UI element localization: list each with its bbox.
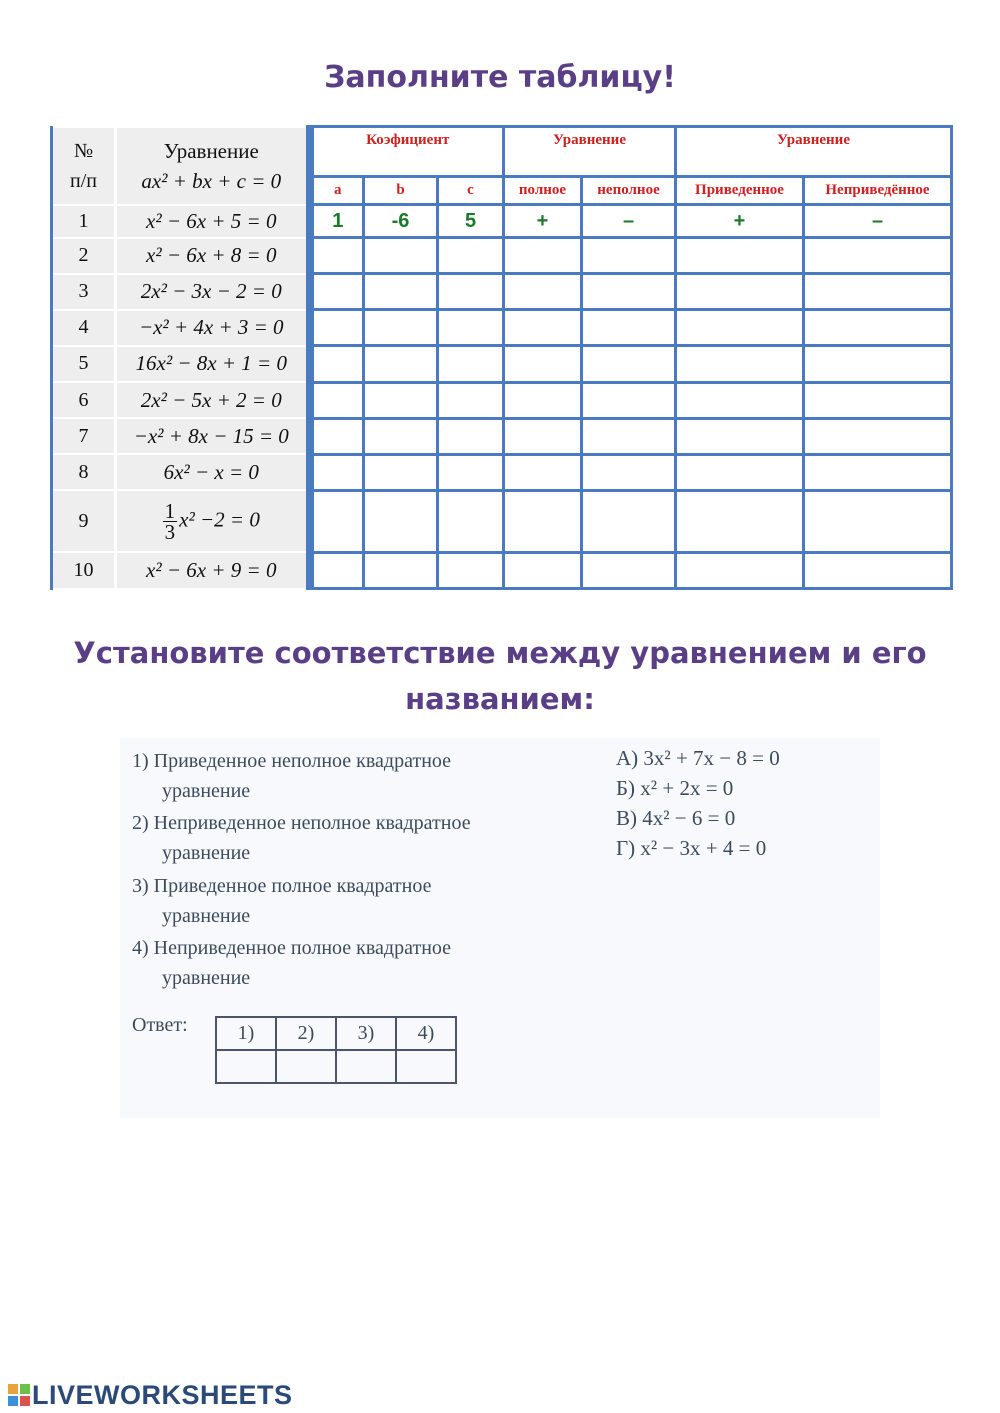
answer-cell-unreduced[interactable]	[804, 346, 952, 382]
table-row	[52, 346, 952, 382]
answer-header: 1)	[216, 1017, 276, 1050]
row-equation: 6x² − x = 0	[116, 454, 310, 490]
row-equation: x² − 6x + 5 = 0	[116, 205, 310, 238]
answer-cell-c[interactable]	[438, 346, 504, 382]
answer-cell-b[interactable]	[364, 454, 438, 490]
item-1: 1) Приведенное неполное квадратное уравнение	[132, 750, 452, 802]
answer-cell-incomplete[interactable]: –	[582, 205, 676, 238]
answer-cell-incomplete[interactable]	[582, 310, 676, 346]
answer-cell-c[interactable]	[438, 552, 504, 588]
answer-cell-a[interactable]	[310, 346, 364, 382]
table-row	[52, 454, 952, 490]
row-number: 10	[52, 552, 116, 588]
fraction: $\frac{1}{3}$	[164, 498, 176, 544]
answer-cell[interactable]	[396, 1050, 456, 1083]
section-title: Установите соответствие между уравнением и его названием:	[73, 636, 927, 716]
answer-cell-b[interactable]	[364, 552, 438, 588]
answer-cell-reduced[interactable]	[676, 418, 804, 454]
answer-cell-b[interactable]	[364, 346, 438, 382]
answer-cell-reduced[interactable]	[676, 274, 804, 310]
answer-cell-full[interactable]	[504, 552, 582, 588]
answer-cell-b[interactable]	[364, 274, 438, 310]
answer-cell-reduced[interactable]	[676, 382, 804, 418]
row-number: 9	[52, 490, 116, 552]
row-number: 6	[52, 382, 116, 418]
row-equation: 2x² − 3x − 2 = 0	[116, 274, 310, 310]
answer-cell-b[interactable]	[364, 418, 438, 454]
row-equation: 2x² − 5x + 2 = 0	[116, 382, 310, 418]
row-number: 7	[52, 418, 116, 454]
answer-cell-reduced[interactable]	[676, 552, 804, 588]
answer-cell[interactable]	[336, 1050, 396, 1083]
answer-cell-c[interactable]: 5	[438, 205, 504, 238]
answer-cell-c[interactable]	[438, 418, 504, 454]
answer-cell-full[interactable]	[504, 238, 582, 274]
table-row	[52, 552, 952, 588]
answer-cell-a[interactable]	[310, 490, 364, 552]
answer-cell-reduced[interactable]	[676, 454, 804, 490]
answer-cell-unreduced[interactable]	[804, 382, 952, 418]
answer-header: 2)	[276, 1017, 336, 1050]
option-g: Г) x² − 3x + 4 = 0	[616, 836, 767, 860]
answer-cell-unreduced[interactable]	[804, 418, 952, 454]
row-number: 3	[52, 274, 116, 310]
row-equation: 16x² − 8x + 1 = 0	[116, 346, 310, 382]
option-v: В) 4x² − 6 = 0	[616, 806, 736, 830]
answer-cell-unreduced[interactable]	[804, 552, 952, 588]
answer-cell-reduced[interactable]	[676, 238, 804, 274]
row-equation: $\frac{1}{3}$ x² −2 = 0	[116, 490, 310, 552]
subheader-4: неполное	[582, 177, 676, 205]
answer-cell-unreduced[interactable]	[804, 310, 952, 346]
answer-cell-reduced[interactable]	[676, 346, 804, 382]
answer-cell-incomplete[interactable]	[582, 382, 676, 418]
row-number: 8	[52, 454, 116, 490]
liveworksheets-logo: LIVEWORKSHEETS	[8, 1380, 293, 1411]
row-equation: x² − 6x + 8 = 0	[116, 238, 310, 274]
item-2: 2) Неприведенное неполное квадратное уравнение	[132, 812, 471, 864]
option-a: А) 3x² + 7x − 8 = 0	[616, 746, 780, 770]
answer-cell-reduced[interactable]: +	[676, 205, 804, 238]
answer-cell-unreduced[interactable]	[804, 274, 952, 310]
row-number: 4	[52, 310, 116, 346]
item-3: 3) Приведенное полное квадратное уравнение	[132, 875, 432, 927]
item-4: 4) Неприведенное полное квадратное уравнение	[132, 937, 452, 989]
answer-cell-a[interactable]	[310, 418, 364, 454]
header-number: № п/п	[52, 127, 116, 205]
answer-cell-c[interactable]	[438, 238, 504, 274]
answer-cell-a[interactable]	[310, 238, 364, 274]
answer-cell-incomplete[interactable]	[582, 490, 676, 552]
matching-task-image	[120, 738, 880, 1118]
answer-cell-a[interactable]	[310, 382, 364, 418]
header-equation: Уравнение ax² + bx + c = 0	[116, 127, 310, 205]
row-number: 2	[52, 238, 116, 274]
header-equation-form: Уравнение	[676, 127, 952, 177]
answer-cell-full[interactable]	[504, 382, 582, 418]
answer-cell-full[interactable]	[504, 310, 582, 346]
answer-cell-c[interactable]	[438, 274, 504, 310]
row-number: 5	[52, 346, 116, 382]
row-equation: x² − 6x + 9 = 0	[116, 552, 310, 588]
answer-cell-b[interactable]	[364, 238, 438, 274]
answer-cell-a[interactable]	[310, 274, 364, 310]
subheader-6: Неприведённое	[804, 177, 952, 205]
answer-cell-b[interactable]: -6	[364, 205, 438, 238]
answer-cell-unreduced[interactable]: –	[804, 205, 952, 238]
table-row	[52, 274, 952, 310]
answer-cell-c[interactable]	[438, 382, 504, 418]
answer-cell-incomplete[interactable]	[582, 418, 676, 454]
answer-header: 3)	[336, 1017, 396, 1050]
page-title: Заполните таблицу!	[324, 60, 676, 95]
answer-table	[215, 1016, 457, 1084]
answer-cell-incomplete[interactable]	[582, 238, 676, 274]
table-row	[52, 490, 952, 552]
answer-cell-incomplete[interactable]	[582, 454, 676, 490]
answer-cell-full[interactable]	[504, 418, 582, 454]
answer-cell-a[interactable]	[310, 310, 364, 346]
answer-cell-a[interactable]	[310, 552, 364, 588]
subheader-3: полное	[504, 177, 582, 205]
answer-cell-full[interactable]	[504, 346, 582, 382]
answer-cell-b[interactable]	[364, 490, 438, 552]
header-equation-type: Уравнение	[504, 127, 676, 177]
subheader-5: Приведенное	[676, 177, 804, 205]
answer-cell-unreduced[interactable]	[804, 490, 952, 552]
row-equation: −x² + 4x + 3 = 0	[116, 310, 310, 346]
subheader-2: c	[438, 177, 504, 205]
answer-cell-a[interactable]	[310, 454, 364, 490]
answer-cell-full[interactable]	[504, 454, 582, 490]
option-b: Б) x² + 2x = 0	[616, 776, 734, 800]
answer-cell-reduced[interactable]	[676, 490, 804, 552]
answer-cell-incomplete[interactable]	[582, 552, 676, 588]
table-row	[52, 310, 952, 346]
answer-cell-incomplete[interactable]	[582, 274, 676, 310]
logo-icon	[8, 1384, 30, 1406]
answer-cell-c[interactable]	[438, 454, 504, 490]
answer-cell-b[interactable]	[364, 310, 438, 346]
answer-label: Ответ:	[132, 1014, 188, 1036]
table-row	[52, 238, 952, 274]
subheader-1: b	[364, 177, 438, 205]
answer-cell-incomplete[interactable]	[582, 346, 676, 382]
answer-cell-c[interactable]	[438, 310, 504, 346]
answer-cell-full[interactable]	[504, 274, 582, 310]
answer-cell-unreduced[interactable]	[804, 238, 952, 274]
subheader-0: a	[310, 177, 364, 205]
answer-cell-b[interactable]	[364, 382, 438, 418]
answer-cell-reduced[interactable]	[676, 310, 804, 346]
quadratic-table	[50, 125, 953, 590]
answer-cell[interactable]	[216, 1050, 276, 1083]
table-row	[52, 205, 952, 238]
table-row	[52, 418, 952, 454]
header-coefficient: Коэфициент	[310, 127, 504, 177]
answer-cell-full[interactable]	[504, 490, 582, 552]
answer-cell-c[interactable]	[438, 490, 504, 552]
answer-cell-full[interactable]: +	[504, 205, 582, 238]
answer-header: 4)	[396, 1017, 456, 1050]
answer-cell[interactable]	[276, 1050, 336, 1083]
table-row	[52, 382, 952, 418]
answer-cell-a[interactable]: 1	[310, 205, 364, 238]
row-equation: −x² + 8x − 15 = 0	[116, 418, 310, 454]
answer-cell-unreduced[interactable]	[804, 454, 952, 490]
row-number: 1	[52, 205, 116, 238]
